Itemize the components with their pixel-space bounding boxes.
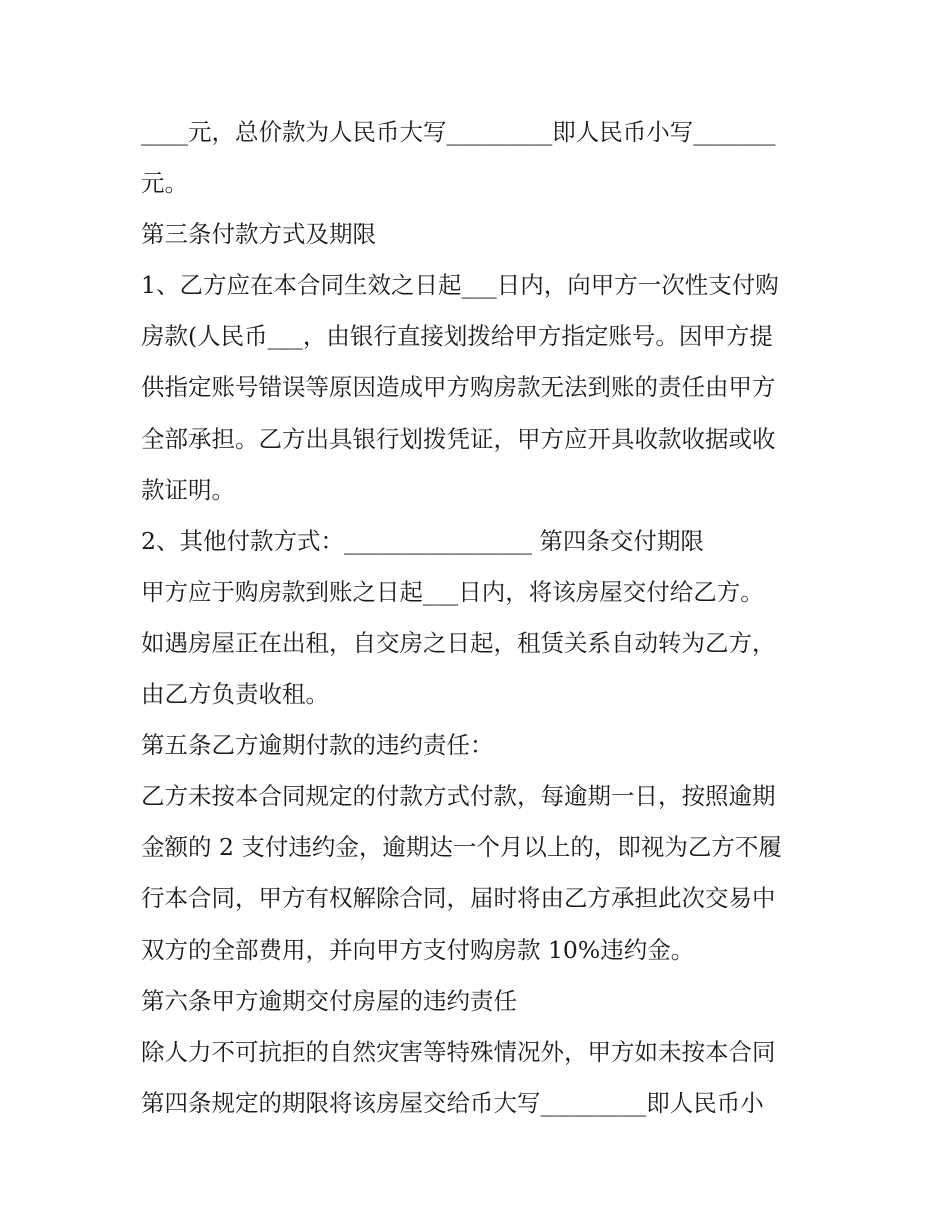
text-line: 由乙方负责收租。 [141,680,329,709]
text-line: 甲方应于购房款到账之日起___日内，将该房屋交付给乙方。 [141,577,764,606]
text-line: 房款(人民币___，由银行直接划拨给甲方指定账号。因甲方提 [141,322,773,351]
text-line: 除人力不可抗拒的自然灾害等特殊情况外，甲方如未按本合同 [141,1037,776,1066]
text-line: 金额的 2 支付违约金，逾期达一个月以上的，即视为乙方不履 [141,833,782,862]
text-line: 第四条规定的期限将该房屋交给币大写_________即人民币小 [141,1088,764,1117]
section-heading-article-5: 第五条乙方逾期付款的违约责任： [141,731,494,760]
text-line: 如遇房屋正在出租，自交房之日起，租赁关系自动转为乙方， [141,628,776,657]
text-line: 双方的全部费用，并向甲方支付购房款 10%违约金。 [141,935,695,964]
section-heading-article-3: 第三条付款方式及期限 [141,220,376,249]
text-line: 1、乙方应在本合同生效之日起___日内，向甲方一次性支付购 [141,271,779,300]
contract-text-body [141,107,821,1129]
text-line: 2、其他付款方式：________________ 第四条交付期限 [141,526,704,555]
text-line: ____元，总价款为人民币大写_________即人民币小写_______ [141,118,776,146]
text-line: 行本合同，甲方有权解除合同，届时将由乙方承担此次交易中 [141,884,776,913]
text-line: 款证明。 [141,475,235,504]
text-line: 供指定账号错误等原因造成甲方购房款无法到账的责任由甲方 [141,373,776,402]
text-line: 元。 [141,169,188,198]
text-line: 全部承担。乙方出具银行划拨凭证，甲方应开具收款收据或收 [141,424,776,453]
text-line: 乙方未按本合同规定的付款方式付款，每逾期一日，按照逾期 [141,782,776,811]
section-heading-article-6: 第六条甲方逾期交付房屋的违约责任 [141,986,517,1015]
